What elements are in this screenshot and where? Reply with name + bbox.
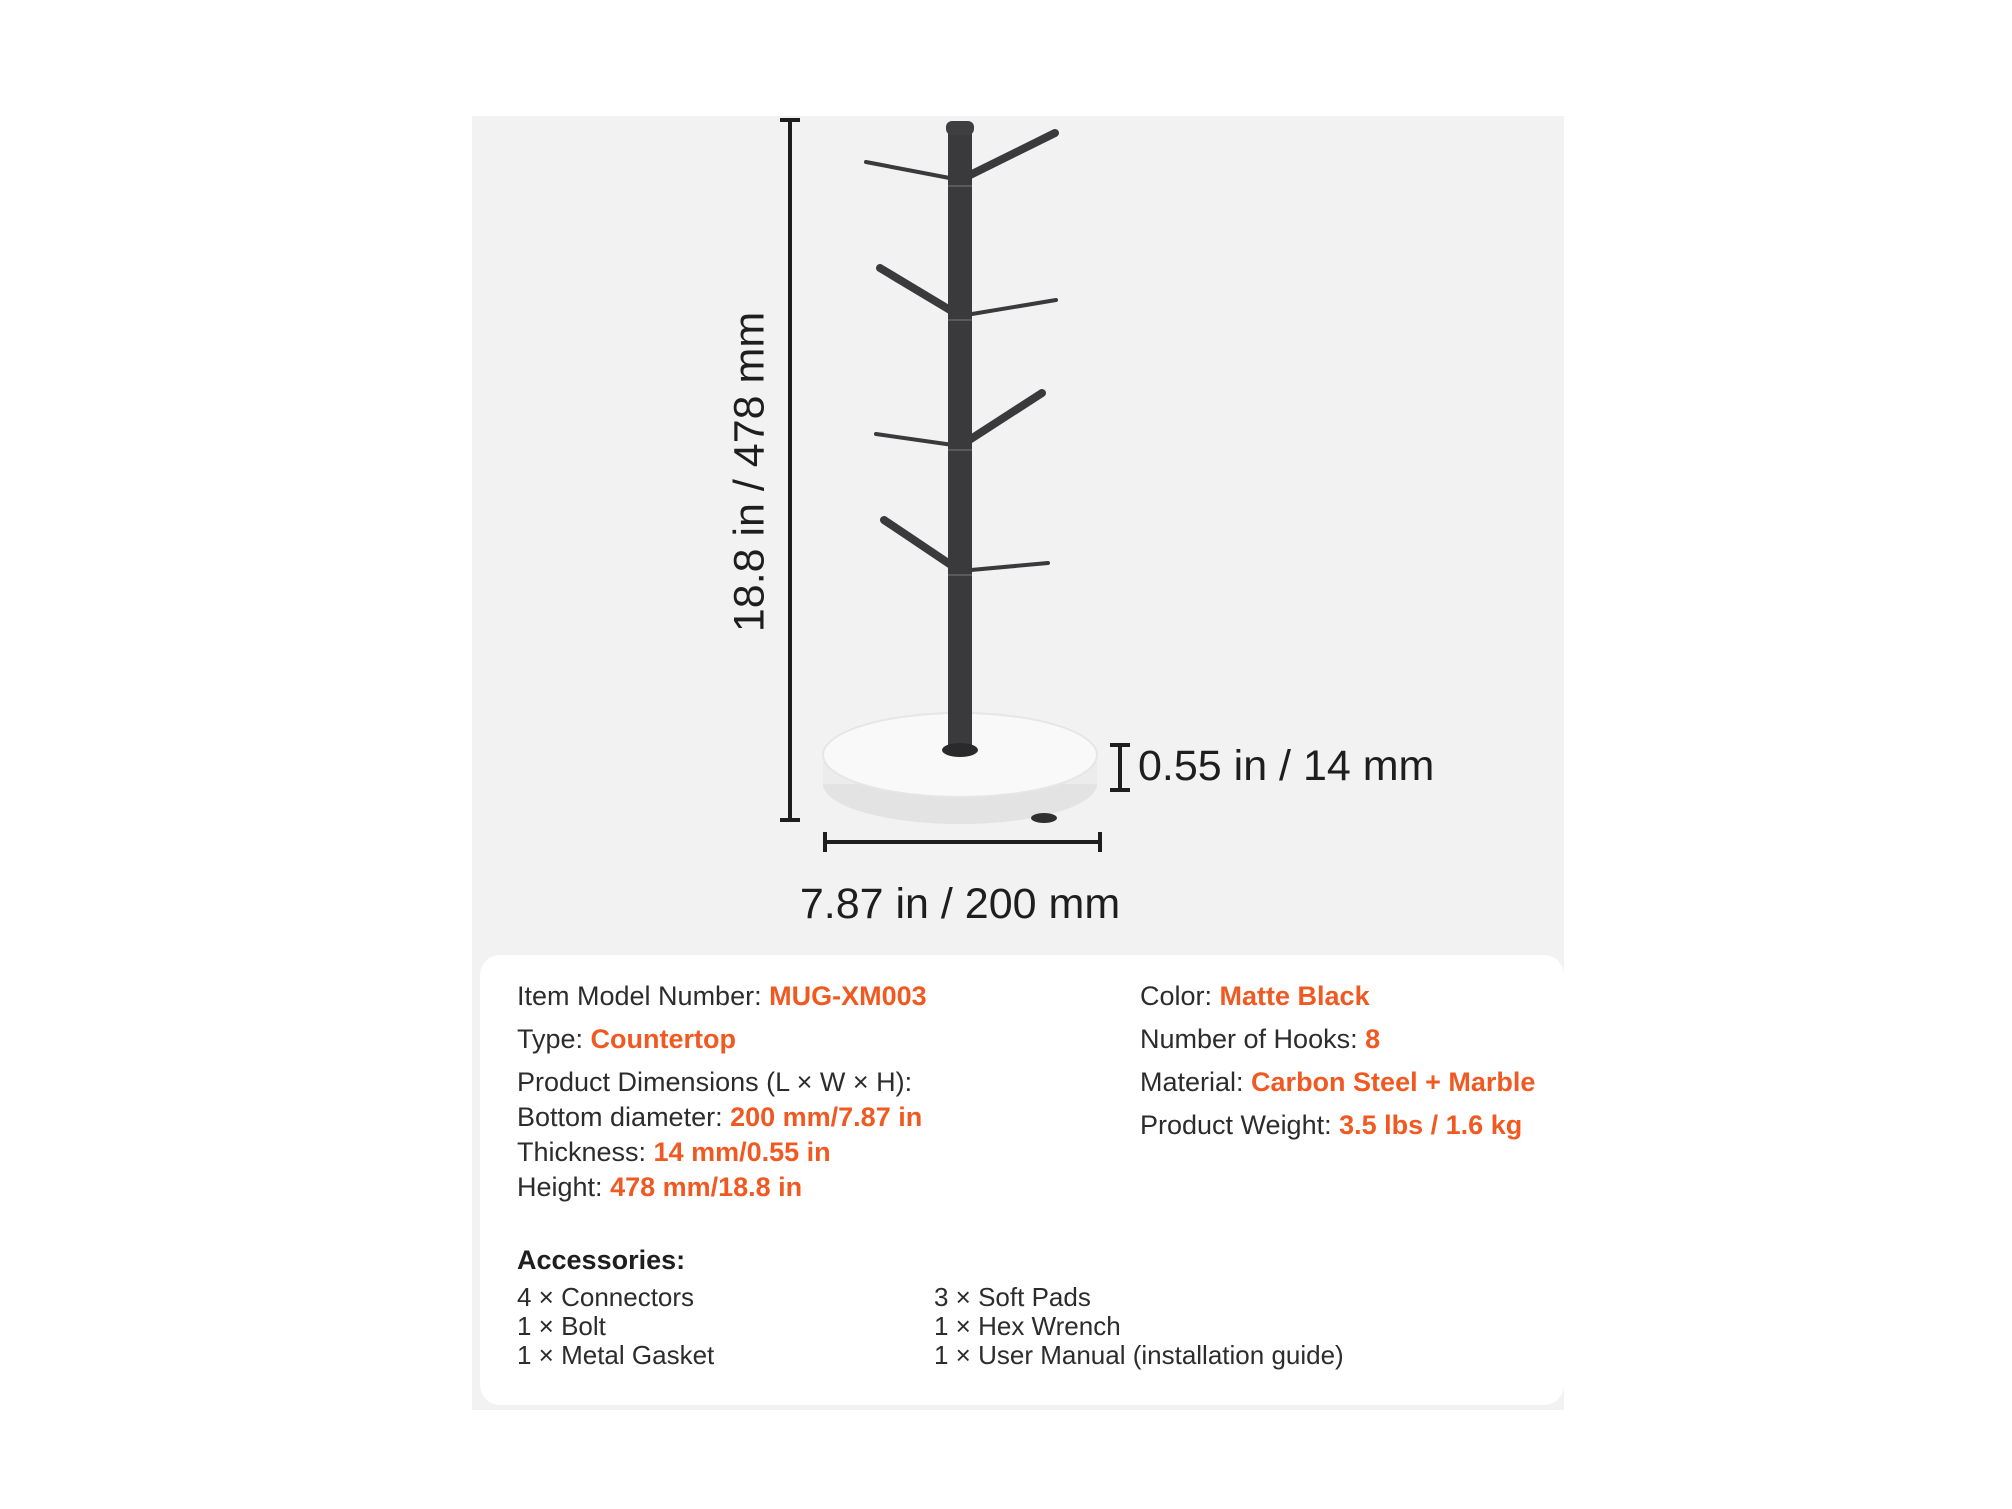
- specs-right-column: [1140, 979, 1560, 1151]
- spec-label: Number of Hooks:: [1140, 1024, 1366, 1054]
- spec-label: Bottom diameter:: [517, 1102, 731, 1132]
- spec-color: [1140, 979, 1560, 1014]
- spec-label: Type:: [517, 1024, 591, 1054]
- accessories-title: Accessories:: [517, 1245, 686, 1275]
- accessory-item: 1 × User Manual (installation guide): [934, 1340, 1344, 1370]
- spec-label: Color:: [1140, 981, 1220, 1011]
- spec-type: [517, 1022, 1117, 1057]
- accessory-item: 1 × Hex Wrench: [934, 1311, 1121, 1341]
- spec-height: [517, 1170, 1117, 1205]
- spec-label: Thickness:: [517, 1137, 654, 1167]
- spec-dimensions-heading: [517, 1065, 1117, 1100]
- accessories-list-right: [934, 1283, 1344, 1370]
- spec-label: Item Model Number:: [517, 981, 770, 1011]
- accessory-item: 3 × Soft Pads: [934, 1282, 1091, 1312]
- spec-label: Material:: [1140, 1067, 1252, 1097]
- spec-value: Matte Black: [1219, 981, 1370, 1011]
- specifications-card: [480, 955, 1564, 1405]
- accessory-item: 4 × Connectors: [517, 1282, 695, 1312]
- spec-value: 3.5 lbs / 1.6 kg: [1339, 1110, 1523, 1140]
- accessory-item: 1 × Metal Gasket: [517, 1340, 715, 1370]
- thickness-dimension-label: 0.55 in / 14 mm: [1138, 742, 1435, 790]
- spec-value: 14 mm/0.55 in: [653, 1137, 831, 1167]
- thickness-dimension-line: [1110, 745, 1130, 790]
- spec-model: [517, 979, 1117, 1014]
- width-dimension-line: [825, 832, 1100, 852]
- spec-hooks: [1140, 1022, 1560, 1057]
- spec-value: Carbon Steel + Marble: [1251, 1067, 1536, 1097]
- spec-value: MUG-XM003: [769, 981, 927, 1011]
- width-dimension-label: 7.87 in / 200 mm: [799, 880, 1121, 928]
- height-dimension-line: [780, 120, 800, 820]
- spec-material: [1140, 1065, 1560, 1100]
- spec-value: 478 mm/18.8 in: [610, 1172, 803, 1202]
- spec-label: Product Weight:: [1140, 1110, 1340, 1140]
- spec-label: Product Dimensions (L × W × H):: [517, 1067, 913, 1097]
- spec-value: 200 mm/7.87 in: [730, 1102, 923, 1132]
- accessory-item: 1 × Bolt: [517, 1311, 606, 1341]
- spec-value: Countertop: [590, 1024, 737, 1054]
- accessories-list-left: [517, 1283, 714, 1370]
- spec-diameter: [517, 1100, 1117, 1135]
- specs-left-column: [517, 979, 1117, 1205]
- spec-weight: [1140, 1108, 1560, 1143]
- spec-label: Height:: [517, 1172, 611, 1202]
- spec-thickness: [517, 1135, 1117, 1170]
- height-dimension-label: 18.8 in / 478 mm: [725, 311, 774, 633]
- spec-value: 8: [1365, 1024, 1381, 1054]
